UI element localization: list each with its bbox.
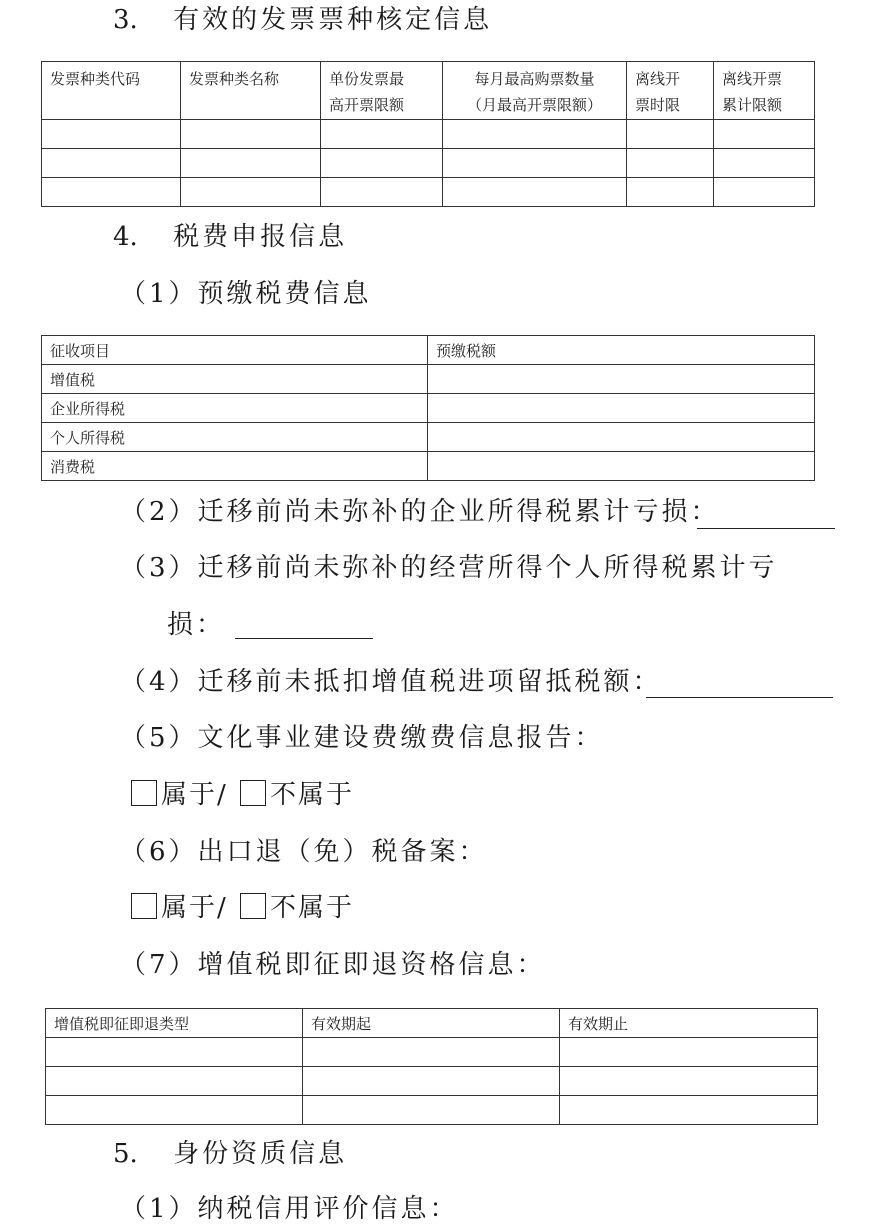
table-cell[interactable]: [321, 120, 443, 149]
header-cell: 增值税即征即退类型: [46, 1009, 303, 1038]
header-cell: 离线开票 累计限额: [714, 62, 815, 120]
table-row: [42, 365, 815, 394]
section-4-number: 4.: [113, 222, 138, 252]
table-row: [42, 120, 815, 149]
table-row: [42, 423, 815, 452]
table-row: [42, 149, 815, 178]
tax-item-label: 企业所得税: [42, 394, 428, 423]
header-cell: 单份发票最 高开票限额: [321, 62, 443, 120]
table-cell[interactable]: [181, 178, 321, 207]
header-cell: 离线开 票时限: [627, 62, 714, 120]
table-row: [46, 1038, 818, 1067]
table-row: [46, 1067, 818, 1096]
section-3-heading: [113, 3, 492, 37]
table-cell[interactable]: [627, 178, 714, 207]
table-cell[interactable]: [303, 1096, 560, 1125]
section-5-title: 身份资质信息: [173, 1139, 348, 1169]
personal-loss-blank[interactable]: [235, 636, 373, 639]
table-cell[interactable]: [714, 178, 815, 207]
belongs-checkbox[interactable]: [131, 893, 157, 919]
item-2-label: （2）迁移前尚未弥补的企业所得税累计亏损：: [120, 497, 720, 527]
header-cell: 预缴税额: [428, 336, 815, 365]
not-belongs-checkbox[interactable]: [240, 780, 266, 806]
table-cell[interactable]: [714, 149, 815, 178]
tax-amount-cell[interactable]: [428, 423, 815, 452]
item-3-label-cont: 损：: [167, 610, 226, 640]
item-5-options: [131, 778, 354, 812]
table-cell[interactable]: [714, 120, 815, 149]
table-cell[interactable]: [560, 1096, 818, 1125]
table-header-row: [42, 336, 815, 365]
table-cell[interactable]: [443, 149, 627, 178]
section-3-number: 3.: [113, 5, 138, 35]
section-5-number: 5.: [113, 1139, 138, 1169]
table-cell[interactable]: [181, 149, 321, 178]
header-cell: 发票种类代码: [42, 62, 181, 120]
vat-credit-blank[interactable]: [646, 695, 833, 698]
table-cell[interactable]: [443, 120, 627, 149]
item-7-label: （7）增值税即征即退资格信息：: [120, 950, 546, 980]
item-6-options: [131, 891, 354, 925]
section-3-title: 有效的发票票种核定信息: [173, 5, 493, 35]
tax-item-label: 增值税: [42, 365, 428, 394]
belongs-label: 属于/: [161, 893, 228, 923]
table-cell[interactable]: [560, 1038, 818, 1067]
table-row: [46, 1096, 818, 1125]
prepaid-tax-table: [41, 335, 815, 481]
section-4-heading: [113, 220, 347, 254]
table-cell[interactable]: [42, 178, 181, 207]
table-cell[interactable]: [443, 178, 627, 207]
tax-amount-cell[interactable]: [428, 365, 815, 394]
item-3-label: （3）迁移前尚未弥补的经营所得个人所得税累计亏: [120, 553, 778, 583]
table-cell[interactable]: [627, 149, 714, 178]
item-4-label: （4）迁移前未抵扣增值税进项留抵税额：: [120, 667, 662, 697]
tax-item-label: 个人所得税: [42, 423, 428, 452]
table-cell[interactable]: [181, 120, 321, 149]
belongs-label: 属于/: [161, 780, 228, 810]
tax-amount-cell[interactable]: [428, 394, 815, 423]
table-cell[interactable]: [627, 120, 714, 149]
not-belongs-label: 不属于: [270, 780, 355, 810]
table-row: [42, 178, 815, 207]
not-belongs-label: 不属于: [270, 893, 355, 923]
header-cell: 发票种类名称: [181, 62, 321, 120]
table-cell[interactable]: [560, 1067, 818, 1096]
header-cell: 有效期起: [303, 1009, 560, 1038]
table-cell[interactable]: [321, 149, 443, 178]
header-cell: 有效期止: [560, 1009, 818, 1038]
table-cell[interactable]: [42, 149, 181, 178]
table-cell[interactable]: [303, 1038, 560, 1067]
belongs-checkbox[interactable]: [131, 780, 157, 806]
corporate-loss-blank[interactable]: [697, 526, 835, 529]
invoice-type-table: [41, 61, 815, 207]
table-cell[interactable]: [46, 1067, 303, 1096]
prepay-subheading: （1）预缴税费信息: [120, 279, 372, 309]
section-5-heading: [113, 1137, 347, 1171]
table-cell[interactable]: [321, 178, 443, 207]
credit-rating-label: （1）纳税信用评价信息：: [120, 1194, 459, 1224]
item-5-label: （5）文化事业建设费缴费信息报告：: [120, 723, 604, 753]
table-header-row: [42, 62, 815, 120]
section-4-title: 税费申报信息: [173, 222, 348, 252]
table-cell[interactable]: [46, 1038, 303, 1067]
not-belongs-checkbox[interactable]: [240, 893, 266, 919]
table-header-row: [46, 1009, 818, 1038]
header-cell: 征收项目: [42, 336, 428, 365]
item-2-line: [120, 495, 720, 529]
item-6-label: （6）出口退（免）税备案：: [120, 837, 488, 867]
table-row: [42, 452, 815, 481]
table-cell[interactable]: [303, 1067, 560, 1096]
tax-amount-cell[interactable]: [428, 452, 815, 481]
table-cell[interactable]: [42, 120, 181, 149]
vat-refund-table: [45, 1008, 818, 1125]
tax-item-label: 消费税: [42, 452, 428, 481]
table-cell[interactable]: [46, 1096, 303, 1125]
header-cell: 每月最高购票数量 （月最高开票限额）: [443, 62, 627, 120]
table-row: [42, 394, 815, 423]
